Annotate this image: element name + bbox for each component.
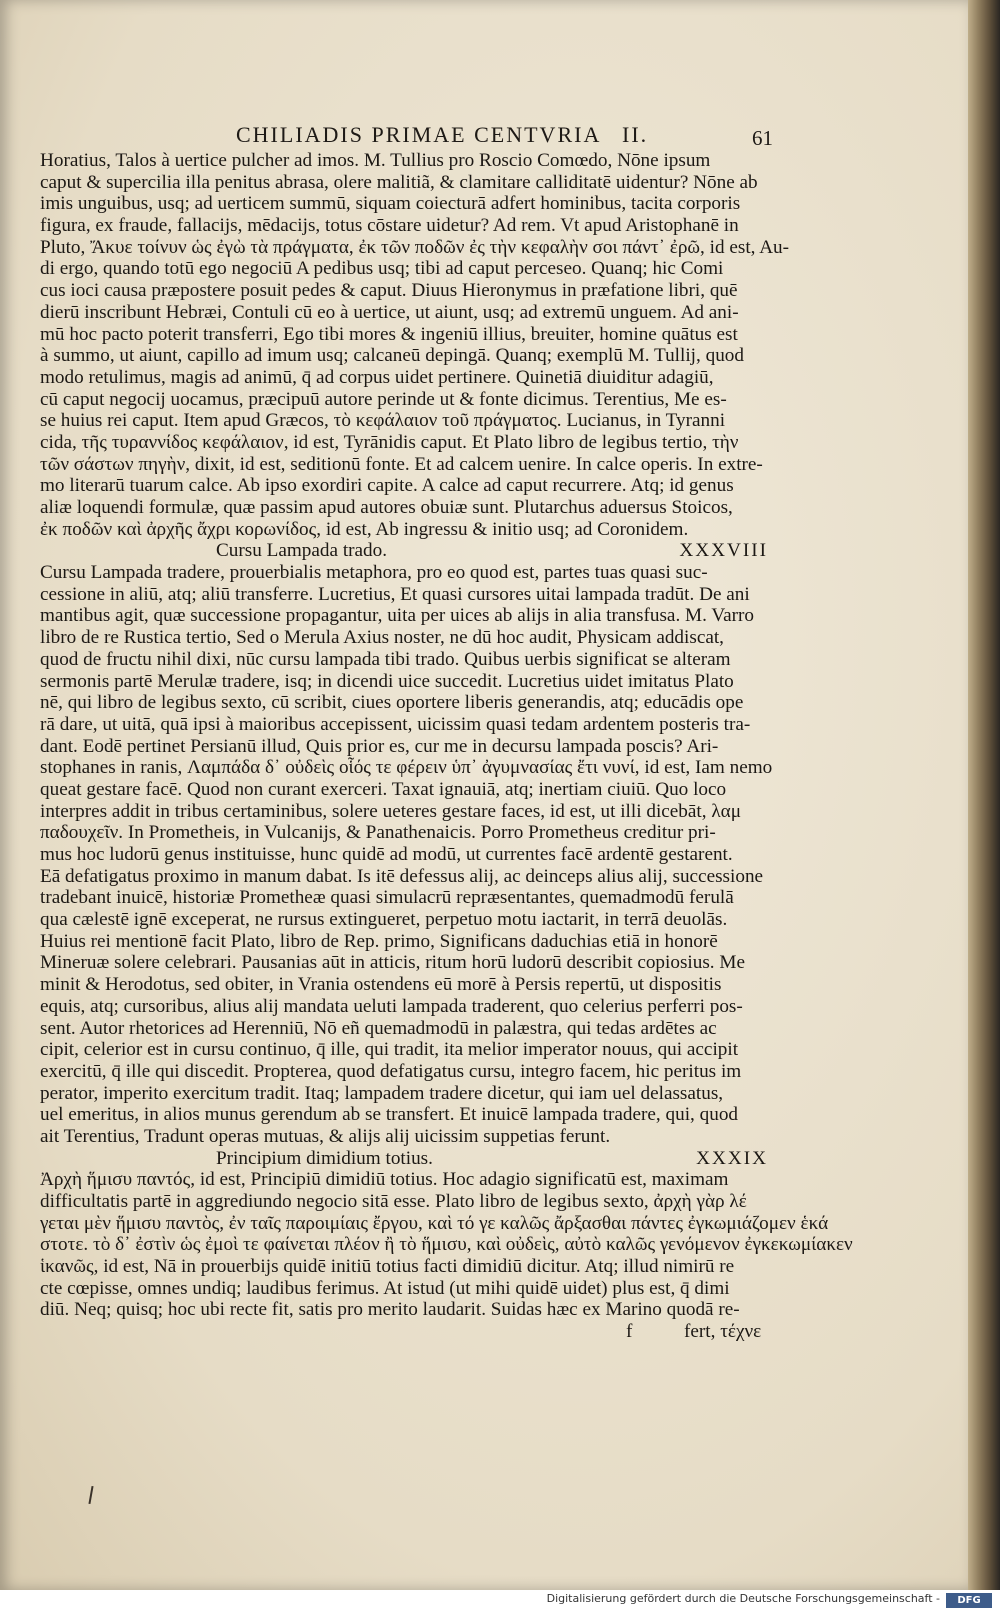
text-line: di ergo, quando totū ego negociū A pedibus usq; tibi ad caput perceseo. Quanq; hic Comi xyxy=(40,258,724,280)
text-line: figura, ex fraude, fallacijs, mēdacijs, totus cōstare uidetur? Ad rem. Vt apud Aristophanē in xyxy=(40,215,739,237)
text-line: Mineruæ solere celebrari. Pausanias aūt in atticis, ritum horū ludorū describit copiosius. Me xyxy=(40,952,745,974)
text-line: mū hoc pacto poterit transferri, Ego tibi mores & ingeniū illius, breuiter, homine quātus est xyxy=(40,323,738,345)
entry-number: XXXIX xyxy=(696,1147,768,1169)
text-line: cū caput negocij uocamus, præcipuū autore perinde ut & fonte dicimus. Terentius, Me es- xyxy=(40,388,727,410)
running-head xyxy=(0,122,968,152)
page-edge xyxy=(968,0,1000,1590)
text-line: minit & Herodotus, sed obiter, in Vrania ostendens eū morē à Persis repertū, ut dispositis xyxy=(40,974,722,996)
text-line: τῶν σάστων πηγὴν, dixit, id est, seditionū fonte. Et ad calcem uenire. In calce operis. In extre- xyxy=(40,453,763,475)
text-line: Horatius, Talos à uertice pulcher ad imos. M. Tullius pro Roscio Comœdo, Nōne ipsum xyxy=(40,150,711,171)
catch-row xyxy=(40,1321,768,1343)
text-line: difficultatis partē in aggrediundo negocio sitā esse. Plato libro de legibus sexto, ἀρχὴ γὰρ λέ xyxy=(40,1191,747,1212)
entry-heading-xxxviii xyxy=(40,540,768,562)
footer-credit: Digitalisierung gefördert durch die Deutsche Forschungsgemeinschaft - xyxy=(546,1592,940,1605)
text-line: tradebant inuicē, historiæ Prometheæ quasi simulacrū repræsentantes, quemadmodū ferulā xyxy=(40,887,734,909)
entry-title: Principium dimidium totius. xyxy=(216,1147,433,1169)
text-line: mantibus agit, quæ successione propagantur, uita per uices ab alijs in alia transfusa. M. Varro xyxy=(40,605,754,627)
page-number: 61 xyxy=(752,126,773,150)
text-line: Ἀρχὴ ἥμισυ παντός, id est, Principiū dimidiū totius. Hoc adagio significatū est, maximam xyxy=(40,1169,729,1191)
entry-number: XXXVIII xyxy=(679,540,768,562)
text-line: exercitū, q̄ ille qui discedit. Propterea, quod defatigatus cursu, integro facem, hic peritus im xyxy=(40,1060,742,1082)
text-line: γεται μὲν ἥμισυ παντὸς, ἐν ταῖς παροιμίαις ἔργου, καὶ τό γε καλῶς ἄρξασθαι πάντες ἐγκωμιάζομεν ἑκά xyxy=(40,1212,829,1234)
text-line: aliæ loquendi formulæ, quæ passim apud autores obuiæ sunt. Plutarchus aduersus Stoicos, xyxy=(40,497,733,518)
text-line: cte cœpisse, omnes undiq; laudibus ferimus. At istud (ut mihi quidē uidet) plus est, q̄ dimi xyxy=(40,1277,730,1299)
text-line: diū. Neq; quisq; hoc ubi recte fit, satis pro merito laudarit. Suidas hæc ex Marino quodā re- xyxy=(40,1299,740,1321)
text-line: interpres addit in tribus certaminibus, solere ueteres gestare faces, id est, ut illi dicebāt, λαμ xyxy=(40,800,741,822)
text-line: queat gestare facē. Quod non curant exerceri. Taxat ignauiā, atq; inertiam ciuiū. Quo loco xyxy=(40,778,727,800)
text-line: cipit, celerior est in cursu continuo, q̄ ille, qui tradit, ita melior imperator nouus, qui accipit xyxy=(40,1039,739,1061)
text-block xyxy=(40,150,853,1343)
text-line: ait Terentius, Tradunt operas mutuas, & alijs alij uicissim suppetias ferunt. xyxy=(40,1125,611,1147)
entry-heading-xxxix xyxy=(40,1148,768,1170)
text-line: modo retulimus, magis ad animū, q̄ ad corpus uidet pertinere. Quinetiā diuiditur adagiū, xyxy=(40,366,714,388)
dfg-logo: DFG xyxy=(946,1593,992,1608)
text-line: rā dare, ut uitā, quā ipsi à maioribus accepissent, uicissim quasi tedam ardentem posteris tra- xyxy=(40,713,751,735)
text-line: perator, imperito exercitum tradit. Itaq; lampadem tradere dicetur, qui iam uel delassatus, xyxy=(40,1082,724,1104)
text-line: Pluto, Ἄκυε τοίνυν ὡς ἐγὼ τὰ πράγματα, ἐκ τῶν ποδῶν ἐς τὴν κεφαλὴν σοι πάντ᾽ ἐρῶ, id est, Au- xyxy=(40,236,790,258)
text-line: dant. Eodē pertinet Persianū illud, Quis prior es, cur me in decursu lampada poscis? Ari- xyxy=(40,735,719,757)
running-title: CHILIADIS PRIMAE CENTVRIA xyxy=(236,122,602,147)
text-line: caput & supercilia illa penitus abrasa, olere malitiã, & clamitare calliditatē uidentur? Nōne ab xyxy=(40,171,758,193)
text-line: stophanes in ranis, Λαμπάδα δ᾽ οὐδεὶς οἷός τε φέρειν ὑπ᾽ ἀγυμνασίας ἔτι νυνί, id est, Iam nemo xyxy=(40,757,773,779)
paragraph-3 xyxy=(40,1169,853,1321)
text-line: ἱκανῶς, id est, Nā in prouerbijs quidē initiū totius facti dimidiū dicitur. Atq; illud nimirū re xyxy=(40,1256,735,1278)
text-line: sent. Autor rhetorices ad Herenniū, Nō eñ quemadmodū in palæstra, qui tedas ardētes ac xyxy=(40,1017,717,1039)
text-line: Huius rei mentionē facit Plato, libro de Rep. primo, Significans daduchias etiā in honorē xyxy=(40,930,718,952)
text-line: quod de fructu nihil dixi, nūc cursu lampada tibi trado. Quibus uerbis significat se alteram xyxy=(40,648,731,670)
text-line: Eā defatigatus proximo in manum dabat. Is itē defessus alij, ac deinceps alius alij, successione xyxy=(40,865,764,887)
text-line: dierū inscribunt Hebræi, Contuli cū eo à uertice, ut aiunt, usq; ad extremū unguem. Ad ani- xyxy=(40,301,739,323)
text-line: cus ioci causa præpostere posuit pedes & caput. Diuus Hieronymus in præfatione libri, quē xyxy=(40,280,738,302)
text-line: mus hoc ludorū genus instituisse, hunc quidē ad modū, ut currentes facē ardentē gestarent. xyxy=(40,844,733,865)
text-line: imis unguibus, usq; ad uerticem summū, siquam coiecturā adfert hominibus, tacita corporis xyxy=(40,193,741,215)
digitization-footer xyxy=(0,1590,1000,1611)
paragraph-1 xyxy=(40,150,790,540)
text-line: sermonis partē Merulæ tradere, isq; in dicendi uice succedit. Lucretius uidet imitatus Plato xyxy=(40,670,734,692)
text-line: Cursu Lampada tradere, prouerbialis metaphora, pro eo quod est, partes tuas quasi suc- xyxy=(40,562,708,584)
stray-pen-mark xyxy=(88,1486,93,1504)
text-line: libro de re Rustica tertio, Sed o Merula Axius noster, ne dū hoc audit, Physicam addiscat, xyxy=(40,627,724,649)
section-number: II. xyxy=(622,122,649,147)
text-line: ἐκ ποδῶν καὶ ἀρχῆς ἄχρι κορωνίδος, id est, Ab ingressu & initio usq; ad Coronidem. xyxy=(40,518,689,540)
text-line: qua cælestē ignē exceperat, ne rursus extingueret, perpetuo motu iactarit, in terrā deuolās. xyxy=(40,909,728,931)
paragraph-2 xyxy=(40,562,773,1148)
text-line: nē, qui libro de legibus sexto, cū scribit, ciues oportere liberis generandis, atq; educādis ope xyxy=(40,692,744,714)
text-line: à summo, ut aiunt, capillo ad imum usq; calcaneū depingā. Quanq; exemplū M. Tullij, quod xyxy=(40,345,744,367)
text-line: mo literarū tuarum calce. Ab ipso exordiri capite. A calce ad caput recurrere. Atq; id genus xyxy=(40,475,734,497)
text-line: uel emeritus, in alios munus gerendum ab se transfert. Et inuicē lampada tradere, qui, quod xyxy=(40,1104,739,1126)
entry-title: Cursu Lampada trado. xyxy=(216,540,388,562)
text-line: παδουχεῖν. In Prometheis, in Vulcanijs, & Panathenaicis. Porro Prometheus creditur pri- xyxy=(40,822,716,844)
catchword: fert, τέχνε xyxy=(684,1321,762,1343)
text-line: equis, atq; cursoribus, alius alij mandata ueluti lampada traderent, quo celerius perferri pos- xyxy=(40,995,743,1017)
text-line: se huius rei caput. Item apud Græcos, τὸ κεφάλαιον τοῦ πράγματος. Lucianus, in Tyranni xyxy=(40,410,726,432)
text-line: στοτε. τὸ δ᾽ ἐστὶν ὡς ἐμοὶ τε φαίνεται πλέον ἢ τὸ ἥμισυ, καὶ οὐδεὶς, αὐτὸ καλῶς γενόμενον ἐγκεκωμίακεν xyxy=(40,1234,853,1256)
signature-mark: f xyxy=(626,1321,633,1343)
text-line: cida, τῆς τυραννίδος κεφάλαιον, id est, Tyrānidis caput. Et Plato libro de legibus tertio, τὴν xyxy=(40,431,739,453)
text-line: cessione in aliū, atq; aliū transferre. Lucretius, Et quasi cursores uitai lampada tradūt. De ani xyxy=(40,583,750,605)
